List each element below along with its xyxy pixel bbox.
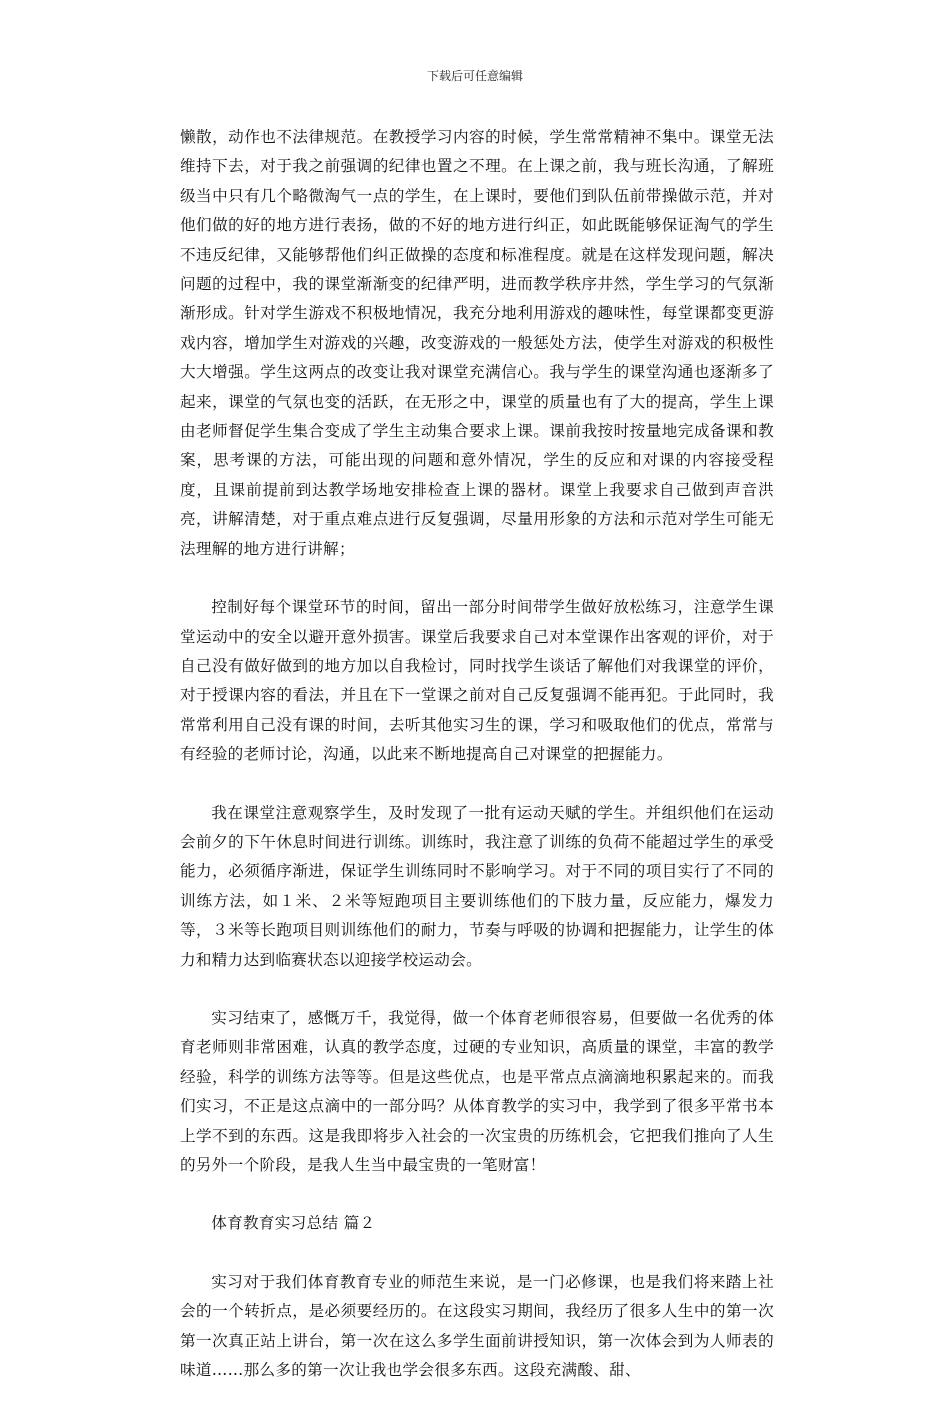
paragraph-conclusion: 实习结束了，感慨万千，我觉得，做一个体育老师很容易，但要做一名优秀的体育老师则非常困难，认真的教学态度，过硬的专业知识，高质量的课堂，丰富的教学经验，科学的训练方法等等。但是这些优点，也是平常点点滴滴地积累起来的。而我们实习，不正是这点滴中的一部分吗？从体育教学的实习中，我学到了很多平常书本上学不到的东西。这是我即将步入社会的一次宝贵的历练机会，它把我们推向了人生的另外一个阶段，是我人生当中最宝贵的一笔财富！ [180, 1008, 774, 1174]
paragraph-athlete-training: 我在课堂注意观察学生，及时发现了一批有运动天赋的学生。并组织他们在运动会前夕的下午休息时间进行训练。训练时，我注意了训练的负荷不能超过学生的承受能力，必须循序渐进，保证学生训练同时不影响学习。对于不同的项目实行了不同的训练方法，如１米、２米等短跑项目主要训练他们的下肢力量，反应能力，爆发力等，３米等长跑项目则训练他们的耐力，节奏与呼吸的协调和把握能力，让学生的体力和精力达到临赛状态以迎接学校运动会。 [180, 803, 774, 969]
page-header: 下载后可任意编辑 [426, 69, 523, 83]
section-heading: 体育教育实习总结 篇２ [211, 1214, 376, 1233]
paragraph-class-time: 控制好每个课堂环节的时间，留出一部分时间带学生做好放松练习，注意学生课堂运动中的安全以避开意外损害。课堂后我要求自己对本堂课作出客观的评价，对于自己没有做好做到的地方加以自我检讨，同时找学生谈话了解他们对我课堂的评价，对于授课内容的看法，并且在下一堂课之前对自己反复强调不能再犯。于此同时，我常常利用自己没有课的时间，去听其他实习生的课，学习和吸取他们的优点，常常与有经验的老师讨论，沟通，以此来不断地提高自己对课堂的把握能力。 [180, 598, 774, 764]
paragraph-section-2-intro: 实习对于我们体育教育专业的师范生来说，是一门必修课，也是我们将来踏上社会的一个转折点，是必须要经历的。在这段实习期间，我经历了很多人生中的第一次第一次真正站上讲台，第一次在这么多学生面前讲授知识，第一次体会到为人师表的味道……那么多的第一次让我也学会很多东西。这段充满酸、甜、 [180, 1272, 774, 1380]
paragraph-continued: 懒散，动作也不法律规范。在教授学习内容的时候，学生常常精神不集中。课堂无法维持下去，对于我之前强调的纪律也置之不理。在上课之前，我与班长沟通，了解班级当中只有几个略微淘气一点的学生，在上课时，要他们到队伍前带操做示范，并对他们做的好的地方进行表扬，做的不好的地方进行纠正，如此既能够保证淘气的学生不违反纪律，又能够帮他们纠正做操的态度和标准程度。就是在这样发现问题，解决问题的过程中，我的课堂渐渐变的纪律严明，进而教学秩序井然，学生学习的气氛渐渐形成。针对学生游戏不积极地情况，我充分地利用游戏的趣味性，每堂课都变更游戏内容，增加学生对游戏的兴趣，改变游戏的一般惩处方法，使学生对游戏的积极性大大增强。学生这两点的改变让我对课堂充满信心。我与学生的课堂沟通也逐渐多了起来，课堂的气氛也变的活跃，在无形之中，课堂的质量也有了大的提高，学生上课由老师督促学生集合变成了学生主动集合要求上课。课前我按时按量地完成备课和教案，思考课的方法，可能出现的问题和意外情况，学生的反应和对课的内容接受程度，且课前提前到达教学场地安排检查上课的器材。课堂上我要求自己做到声音洪亮，讲解清楚，对于重点难点进行反复强调，尽量用形象的方法和示范对学生可能无法理解的地方进行讲解； [180, 128, 774, 558]
document-body [180, 123, 774, 1414]
